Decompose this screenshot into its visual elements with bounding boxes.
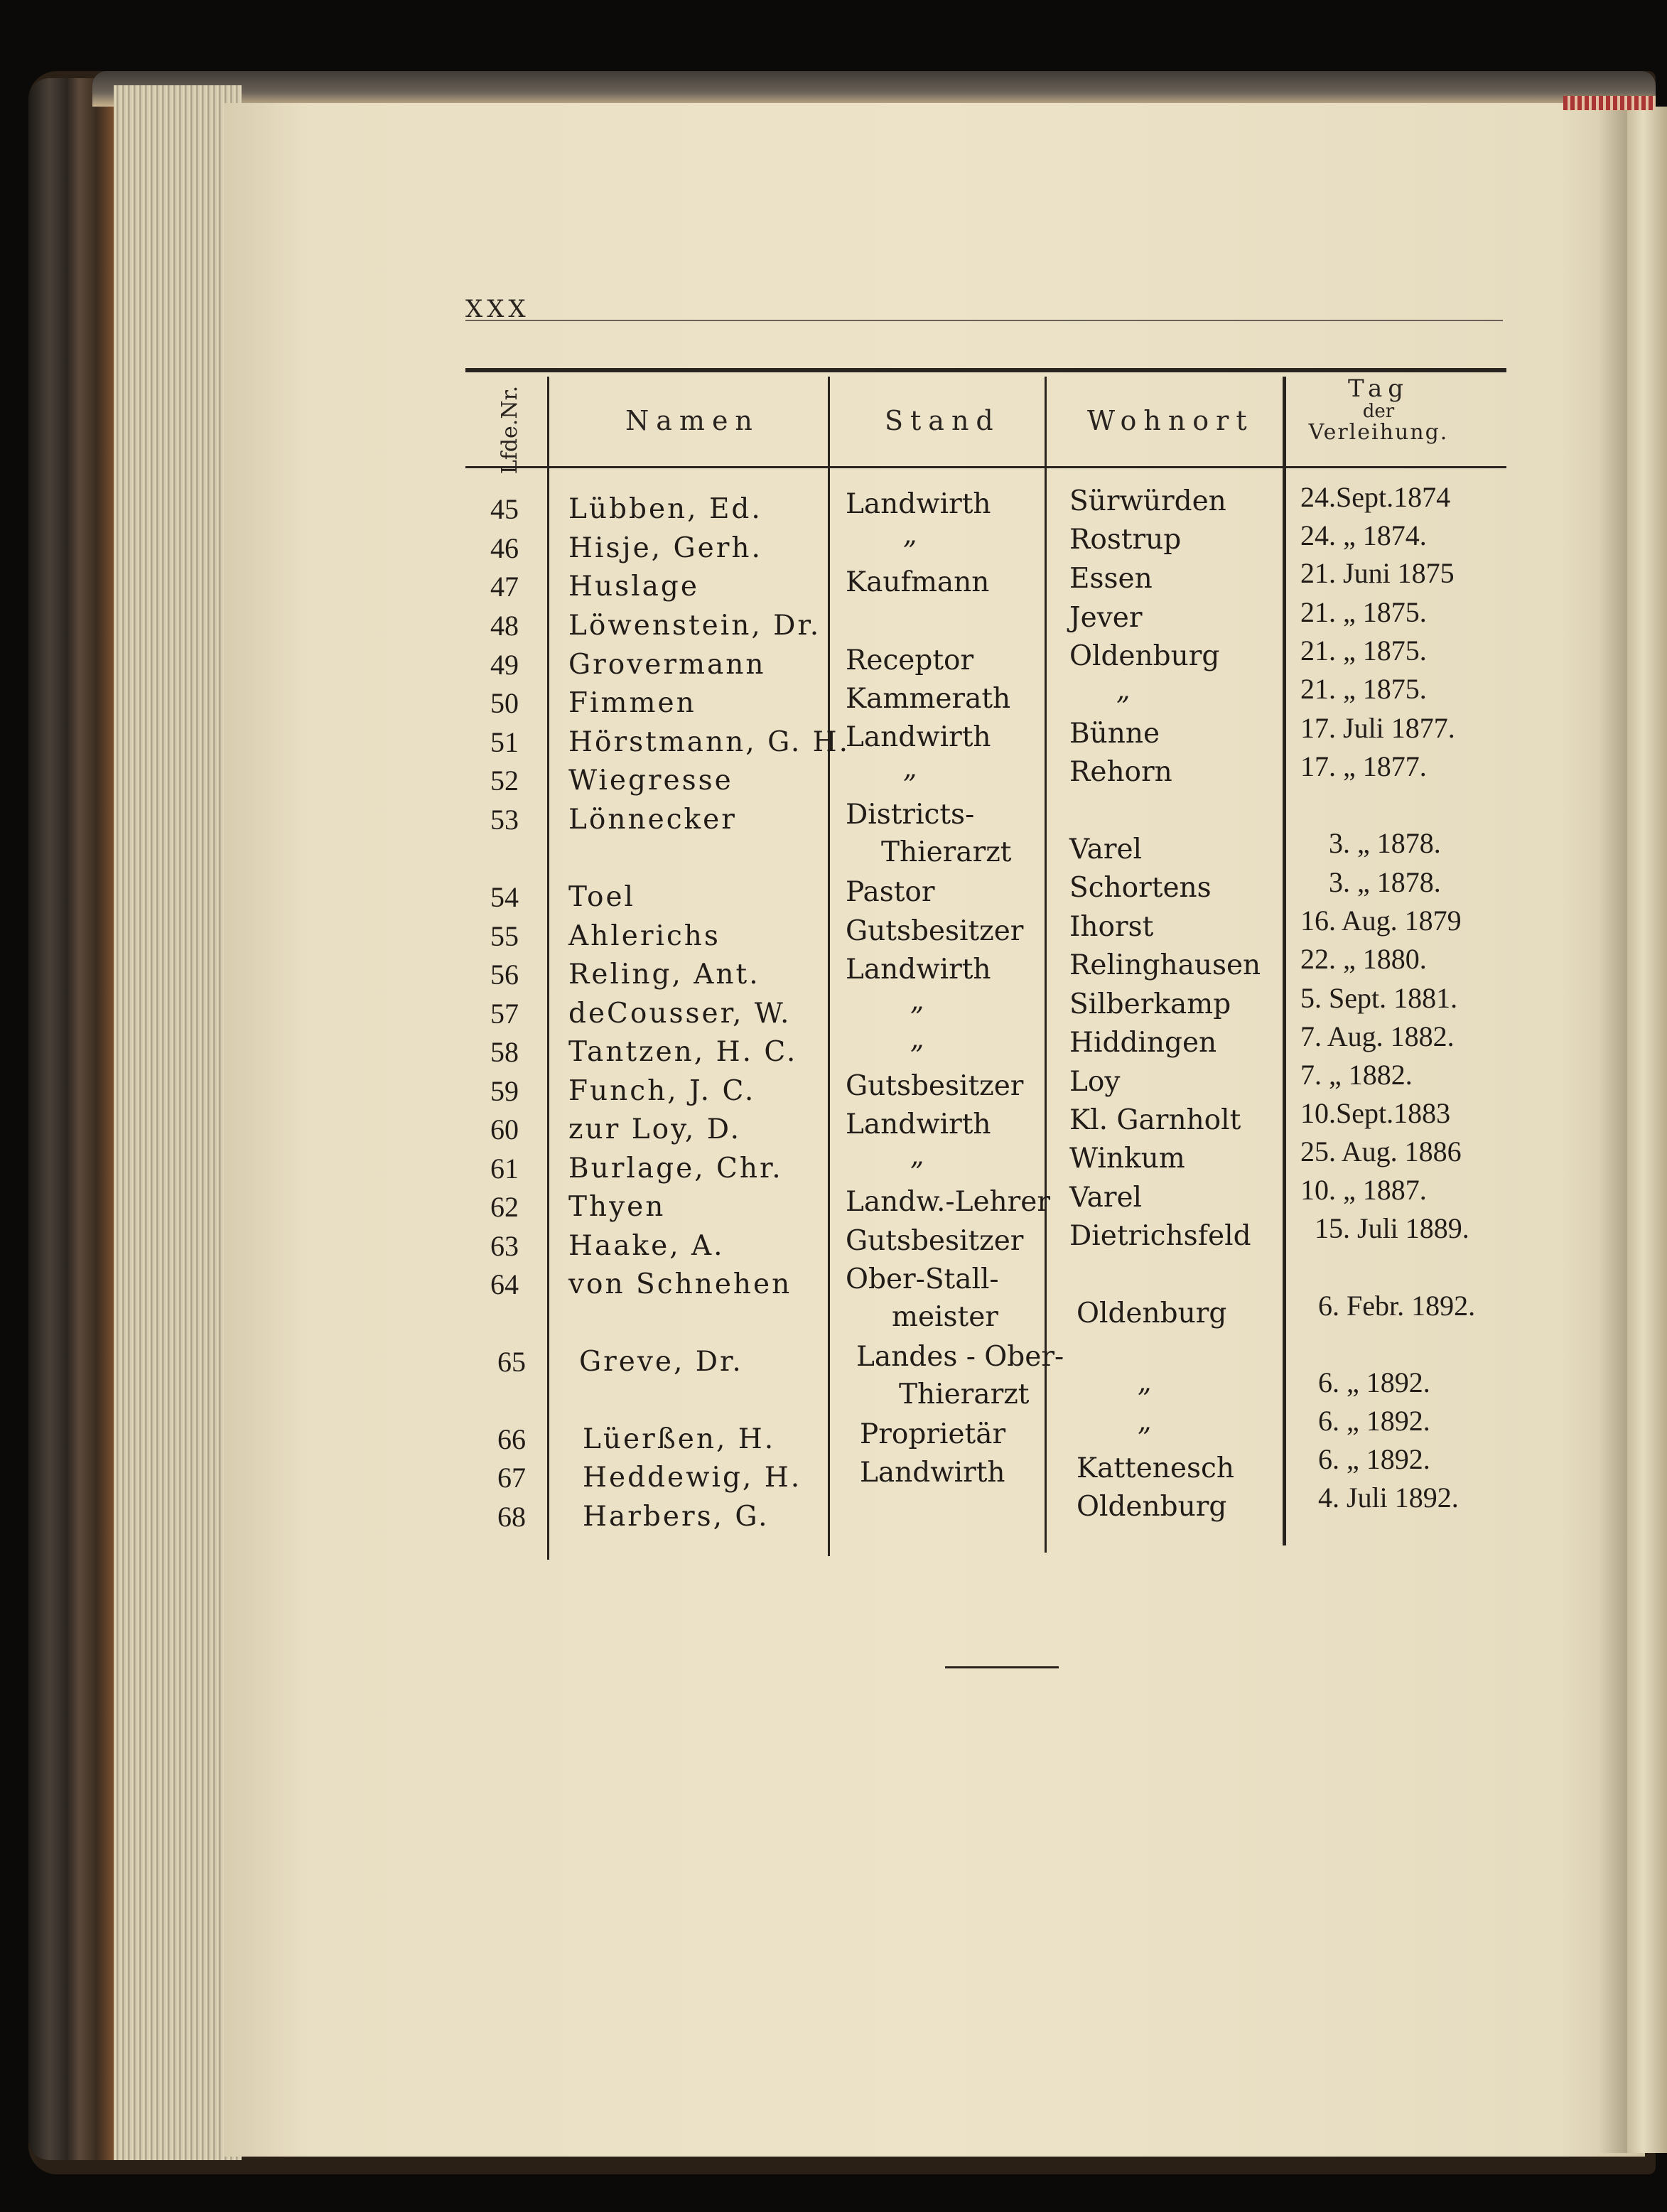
row-wohnort: ”	[1137, 1423, 1151, 1455]
row-stand: Pastor	[846, 876, 935, 908]
row-date: 4. Juli 1892.	[1318, 1482, 1459, 1514]
column-divider	[547, 377, 549, 1560]
row-number: 58	[490, 1036, 519, 1068]
row-name: Greve, Dr.	[579, 1346, 743, 1378]
header-rule	[465, 320, 1503, 321]
row-number: 64	[490, 1268, 519, 1300]
row-number: 50	[490, 687, 519, 719]
row-stand-continued: Thierarzt	[881, 836, 1012, 868]
row-stand: Gutsbesitzer	[846, 1070, 1024, 1102]
row-number: 51	[490, 726, 519, 758]
row-name: Hisje, Gerh.	[568, 532, 762, 564]
row-wohnort: Loy	[1069, 1066, 1121, 1098]
row-stand: Landwirth	[846, 954, 991, 986]
row-number: 62	[490, 1191, 519, 1223]
header-wohnort: Wohnort	[1087, 405, 1254, 436]
row-stand: ”	[910, 1002, 924, 1034]
row-stand: ”	[910, 1040, 924, 1072]
row-wohnort: Relinghausen	[1069, 949, 1261, 981]
row-stand: Gutsbesitzer	[846, 915, 1024, 947]
row-date: 15. Juli 1889.	[1315, 1212, 1469, 1244]
column-divider	[828, 377, 830, 1556]
row-number: 48	[490, 610, 519, 642]
row-date: 5. Sept. 1881.	[1300, 982, 1458, 1014]
row-name: Fimmen	[568, 687, 696, 719]
row-date: 17. Juli 1877.	[1300, 712, 1455, 744]
row-wohnort: Oldenburg	[1077, 1297, 1227, 1329]
row-stand: Landes - Ober-	[856, 1341, 1064, 1373]
row-name: Hörstmann, G. H.	[568, 726, 851, 758]
row-date: 3. „ 1878.	[1329, 866, 1441, 898]
row-name: Funch, J. C.	[568, 1075, 756, 1107]
header-stand: Stand	[885, 405, 1000, 436]
row-wohnort: Rehorn	[1069, 756, 1172, 788]
table-header-rule	[465, 466, 1506, 468]
row-date: 25. Aug. 1886	[1300, 1135, 1462, 1167]
row-name: deCousser, W.	[568, 998, 792, 1030]
column-divider	[1045, 377, 1047, 1553]
row-stand: Landwirth	[846, 721, 991, 753]
row-date: 24. „ 1874.	[1300, 519, 1427, 551]
row-name: zur Loy, D.	[568, 1113, 742, 1145]
row-wohnort: Kl. Garnholt	[1069, 1104, 1241, 1136]
row-number: 60	[490, 1113, 519, 1145]
header-tag-line1: Tag	[1347, 374, 1410, 403]
row-name: Huslage	[568, 571, 699, 603]
row-number: 47	[490, 571, 519, 603]
row-wohnort: Schortens	[1069, 872, 1212, 904]
row-stand-continued: Thierarzt	[899, 1379, 1030, 1410]
row-name: Heddewig, H.	[583, 1462, 802, 1494]
row-stand: Landwirth	[846, 1108, 991, 1140]
header-tag-der-verleihung	[1290, 374, 1467, 445]
row-stand: Kaufmann	[846, 566, 990, 598]
row-number: 67	[497, 1462, 526, 1494]
row-name: Lüerßen, H.	[583, 1423, 776, 1455]
row-number: 57	[490, 998, 519, 1030]
right-page-edge	[1627, 107, 1667, 2153]
row-number: 49	[490, 649, 519, 681]
row-wohnort: ”	[1137, 1383, 1151, 1415]
row-date: 16. Aug. 1879	[1300, 905, 1462, 937]
row-name: Harbers, G.	[583, 1501, 770, 1533]
table-top-rule	[465, 368, 1506, 372]
row-wohnort: ”	[1116, 691, 1130, 723]
row-wohnort: Kattenesch	[1077, 1452, 1234, 1484]
row-name: Wiegresse	[568, 765, 733, 797]
row-wohnort: Essen	[1069, 563, 1153, 595]
row-stand: Landwirth	[860, 1457, 1005, 1489]
row-wohnort: Hiddingen	[1069, 1027, 1217, 1059]
row-number: 59	[490, 1075, 519, 1107]
row-date: 6. „ 1892.	[1318, 1443, 1430, 1475]
row-wohnort: Silberkamp	[1069, 988, 1231, 1020]
row-name: Grovermann	[568, 649, 766, 681]
end-rule	[945, 1666, 1059, 1668]
row-number: 55	[490, 920, 519, 952]
row-name: von Schnehen	[568, 1268, 792, 1300]
ribbon-edge	[1563, 96, 1656, 110]
page-stack	[114, 85, 242, 2160]
row-name: Löwenstein, Dr.	[568, 610, 821, 642]
header-lfd-nr: Lfde.Nr.	[497, 385, 522, 475]
row-date: 6. „ 1892.	[1318, 1405, 1430, 1437]
row-stand: Landw.-Lehrer	[846, 1186, 1051, 1218]
row-wohnort: Rostrup	[1069, 524, 1182, 556]
row-stand-continued: meister	[892, 1301, 998, 1333]
row-date: 6. „ 1892.	[1318, 1366, 1430, 1398]
row-number: 66	[497, 1423, 526, 1455]
row-number: 63	[490, 1230, 519, 1262]
row-date: 10.Sept.1883	[1300, 1097, 1451, 1129]
row-name: Reling, Ant.	[568, 959, 760, 991]
row-stand: Ober-Stall-	[846, 1263, 999, 1295]
row-stand: ”	[902, 770, 917, 802]
gutter-shadow	[1599, 107, 1627, 2153]
row-number: 61	[490, 1153, 519, 1185]
row-number: 52	[490, 765, 519, 797]
row-date: 3. „ 1878.	[1329, 827, 1441, 859]
row-wohnort: Varel	[1069, 1182, 1143, 1214]
header-namen: Namen	[625, 405, 760, 436]
row-name: Ahlerichs	[568, 920, 721, 952]
row-stand: Landwirth	[846, 488, 991, 520]
row-date: 21. „ 1875.	[1300, 673, 1427, 705]
row-name: Toel	[568, 881, 636, 913]
row-date: 10. „ 1887.	[1300, 1174, 1427, 1206]
row-wohnort: Winkum	[1069, 1143, 1185, 1175]
row-stand: Kammerath	[846, 683, 1011, 715]
row-wohnort: Dietrichsfeld	[1069, 1220, 1251, 1252]
row-wohnort: Sürwürden	[1069, 485, 1226, 517]
row-stand: Districts-	[846, 799, 975, 831]
column-divider	[1283, 377, 1286, 1545]
header-tag-line2: der	[1362, 400, 1395, 422]
row-number: 53	[490, 804, 519, 836]
row-stand: Proprietär	[860, 1418, 1006, 1450]
row-name: Burlage, Chr.	[568, 1153, 783, 1185]
row-date: 21. Juni 1875	[1300, 557, 1455, 589]
row-number: 54	[490, 881, 519, 913]
row-number: 46	[490, 532, 519, 564]
header-tag-line3: Verleihung.	[1308, 419, 1449, 445]
row-wohnort: Oldenburg	[1069, 640, 1220, 672]
row-date: 21. „ 1875.	[1300, 635, 1427, 667]
row-number: 56	[490, 959, 519, 991]
row-name: Lönnecker	[568, 804, 737, 836]
row-stand: ”	[902, 536, 917, 568]
row-wohnort: Ihorst	[1069, 911, 1154, 943]
row-name: Thyen	[568, 1191, 666, 1223]
row-date: 24.Sept.1874	[1300, 481, 1451, 513]
row-number: 45	[490, 493, 519, 525]
row-date: 7. Aug. 1882.	[1300, 1020, 1455, 1052]
row-number: 68	[497, 1501, 526, 1533]
page-number: XXX	[465, 295, 530, 323]
row-date: 7. „ 1882.	[1300, 1059, 1413, 1091]
row-date: 17. „ 1877.	[1300, 750, 1427, 782]
row-stand: Gutsbesitzer	[846, 1225, 1024, 1257]
row-stand: Receptor	[846, 644, 974, 676]
row-date: 22. „ 1880.	[1300, 943, 1427, 975]
row-date: 6. Febr. 1892.	[1318, 1290, 1476, 1322]
row-number: 65	[497, 1346, 526, 1378]
row-wohnort: Jever	[1069, 602, 1143, 634]
book-spine-edge	[28, 78, 114, 2160]
row-wohnort: Varel	[1069, 833, 1143, 865]
row-stand: ”	[910, 1157, 924, 1189]
book-top-binding	[92, 71, 1656, 107]
row-wohnort: Bünne	[1069, 718, 1160, 750]
row-name: Tantzen, H. C.	[568, 1036, 798, 1068]
row-name: Lübben, Ed.	[568, 493, 762, 525]
row-date: 21. „ 1875.	[1300, 596, 1427, 628]
row-wohnort: Oldenburg	[1077, 1491, 1227, 1523]
row-name: Haake, A.	[568, 1230, 725, 1262]
